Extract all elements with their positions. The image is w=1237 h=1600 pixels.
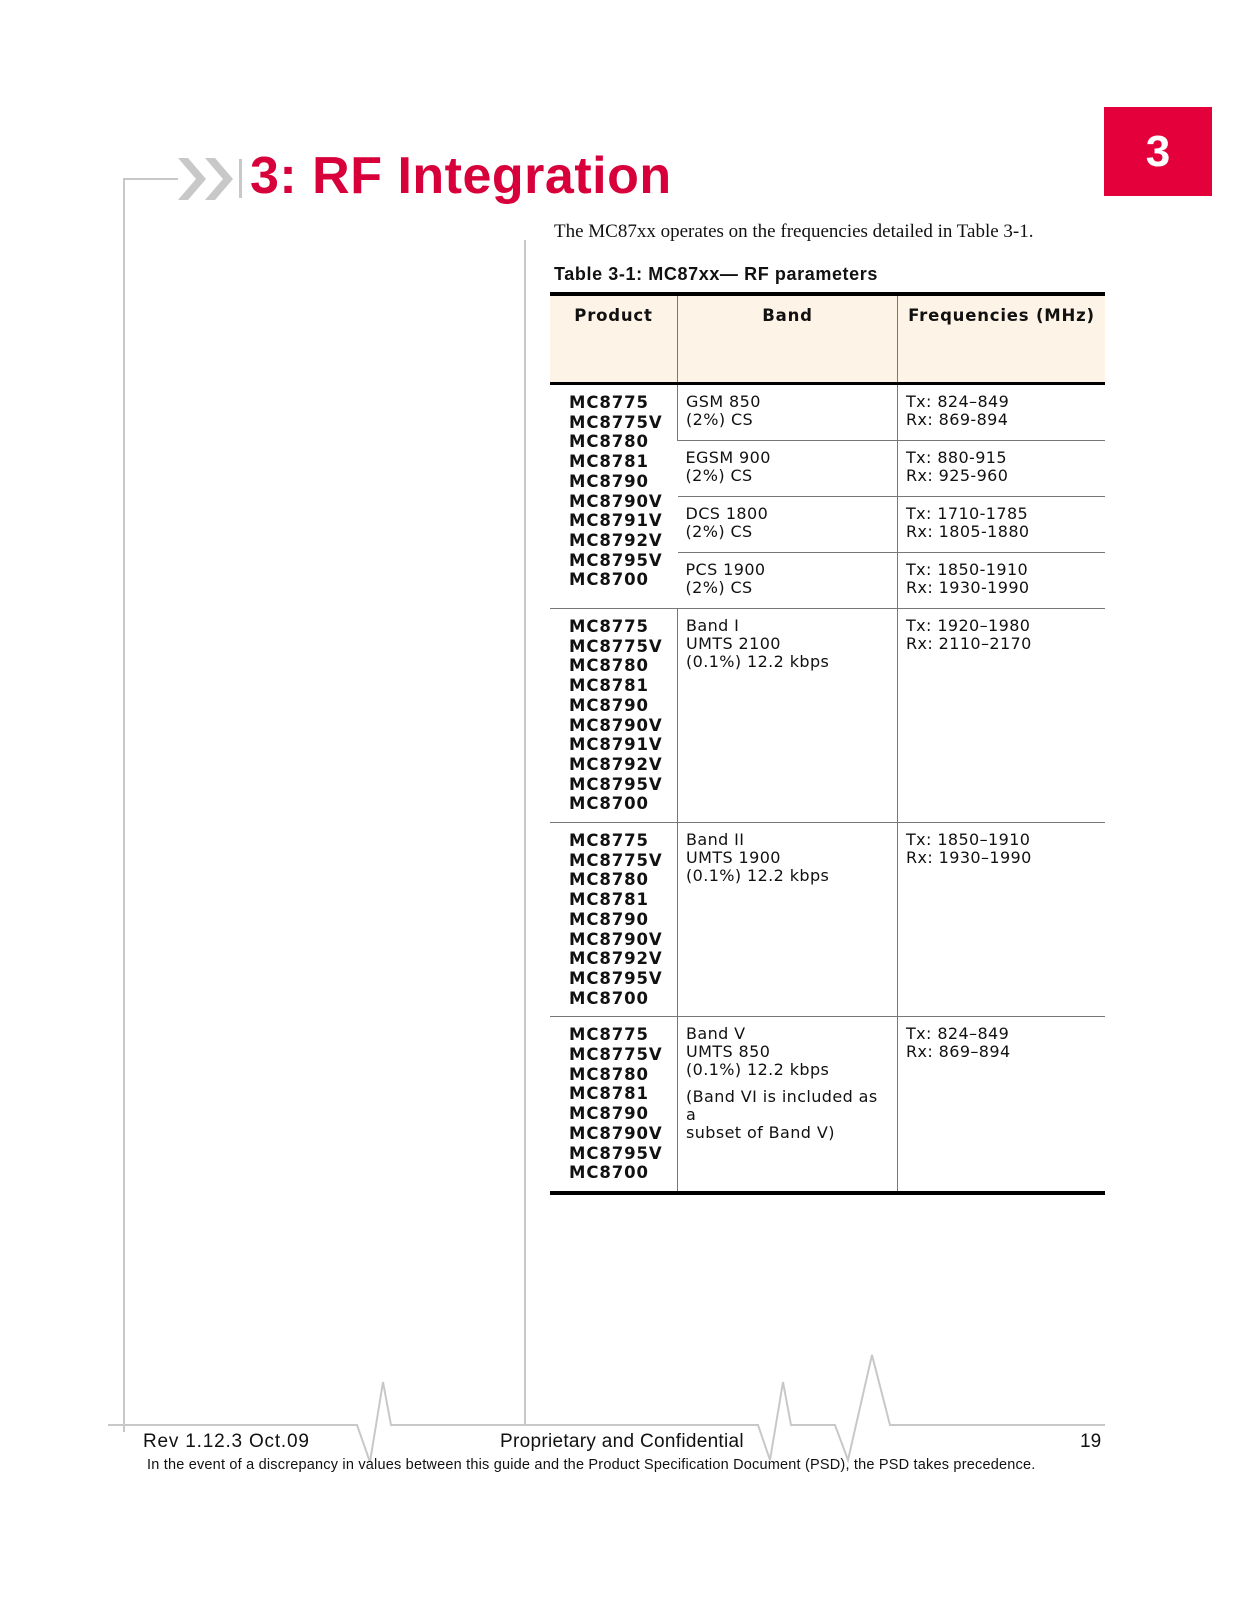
product-name: MC8795V [569,1143,663,1163]
band-note-line: subset of Band V) [686,1123,835,1143]
product-list [550,1017,678,1193]
product-name: MC8775 [569,393,649,412]
product-name: MC8780 [569,656,649,676]
product-name: MC8700 [569,988,649,1008]
band-line: Band V [686,1024,746,1044]
band-cell [678,609,898,823]
frequency-line: Rx: 1930-1990 [906,578,1030,597]
band-line: (2%) CS [685,466,753,485]
table-row [550,1017,1105,1193]
intro-paragraph: The MC87xx operates on the frequencies detailed in Table 3-1. [554,221,1034,242]
frequency-line: Tx: 880-915 [906,448,1007,467]
frequency-line: Rx: 2110–2170 [906,634,1032,653]
frequency-line: Tx: 824–849 [906,392,1010,411]
product-name: MC8790V [569,1123,663,1143]
product-name: MC8795V [569,550,663,570]
rf-parameters-table [550,292,1105,1195]
product-list [550,823,678,1017]
product-name: MC8792V [569,530,663,550]
band-line: (0.1%) 12.2 kbps [686,866,830,886]
product-name: MC8775 [569,617,649,636]
product-name: MC8775V [569,636,663,656]
product-name: MC8790 [569,1104,649,1124]
table-header-row [550,294,1105,384]
chevron-arrows-icon [178,158,242,200]
product-name: MC8700 [569,1163,649,1183]
chapter-number-tab: 3 [1104,107,1212,196]
product-name: MC8775V [569,1045,663,1065]
product-name: MC8700 [569,794,649,814]
band-cell [678,1017,898,1193]
product-name: MC8775 [569,1025,649,1045]
product-name: MC8780 [569,432,649,452]
product-list [550,609,678,823]
band-line: (0.1%) 12.2 kbps [686,1060,830,1080]
product-name: MC8781 [569,676,649,696]
band-line: UMTS 1900 [686,848,781,868]
band-line: DCS 1800 [685,504,769,523]
product-list [550,384,678,609]
product-name: MC8781 [569,1084,649,1104]
table-row [550,384,1105,441]
band-line: Band II [686,830,745,850]
product-name: MC8792V [569,754,663,774]
frequency-cell [898,1017,1106,1193]
product-name: MC8775V [569,850,663,870]
band-cell [678,384,898,441]
frequency-cell [898,441,1106,497]
product-name: MC8790V [569,491,663,511]
frequency-line: Tx: 1710-1785 [906,504,1029,523]
band-line: UMTS 850 [686,1042,771,1062]
product-name: MC8790V [569,715,663,735]
band-line: (0.1%) 12.2 kbps [686,652,830,671]
band-line: (2%) CS [685,578,753,597]
band-line: UMTS 2100 [686,634,781,653]
frequency-cell [898,553,1106,609]
product-name: MC8791V [569,735,663,755]
band-line: Band I [686,616,740,635]
table-row [550,609,1105,823]
band-note-line: (Band VI is included as a [686,1087,878,1125]
product-name: MC8781 [569,452,649,472]
table-caption: Table 3-1: MC87xx— RF parameters [554,264,878,284]
product-name: MC8795V [569,968,663,988]
product-name: MC8790 [569,695,649,715]
band-line: GSM 850 [686,392,761,411]
product-name: MC8780 [569,1064,649,1084]
product-name: MC8775 [569,831,649,851]
footer-disclaimer: In the event of a discrepancy in values between this guide and the Product Specification Document (PSD), the PSD takes precedence. [147,1457,1036,1473]
product-name: MC8790 [569,909,649,929]
frequency-line: Rx: 1805-1880 [906,522,1030,541]
product-name: MC8780 [569,870,649,890]
frequency-line: Rx: 925-960 [906,466,1009,485]
frequency-cell [898,609,1106,823]
product-name: MC8795V [569,774,663,794]
frequency-line: Rx: 869-894 [906,410,1009,429]
header-band: Band [678,294,898,384]
product-name: MC8781 [569,890,649,910]
band-cell [678,823,898,1017]
frequency-line: Tx: 1850–1910 [906,830,1031,850]
frequency-cell [898,384,1106,441]
header-frequencies: Frequencies (MHz) [898,294,1106,384]
band-line: (2%) CS [686,410,754,429]
band-cell [678,441,898,497]
product-name: MC8792V [569,949,663,969]
frequency-line: Rx: 869–894 [906,1042,1011,1062]
header-product: Product [550,294,678,384]
band-line: EGSM 900 [685,448,771,467]
product-name: MC8790 [569,471,649,491]
footer-page-number: 19 [1080,1431,1102,1452]
footer-revision: Rev 1.12.3 Oct.09 [143,1431,310,1452]
product-name: MC8700 [569,570,649,590]
frequency-line: Tx: 1920–1980 [906,616,1031,635]
frequency-line: Rx: 1930–1990 [906,848,1032,868]
frequency-cell [898,497,1106,553]
footer-confidential: Proprietary and Confidential [500,1431,744,1452]
frequency-cell [898,823,1106,1017]
band-cell [678,553,898,609]
page-title: 3: RF Integration [250,147,672,205]
band-cell [678,497,898,553]
band-line: PCS 1900 [685,560,766,579]
table-row [550,823,1105,1017]
product-name: MC8791V [569,511,663,531]
product-name: MC8790V [569,929,663,949]
frequency-line: Tx: 1850-1910 [906,560,1029,579]
product-name: MC8775V [569,412,663,432]
frequency-line: Tx: 824–849 [906,1024,1010,1044]
band-line: (2%) CS [685,522,753,541]
